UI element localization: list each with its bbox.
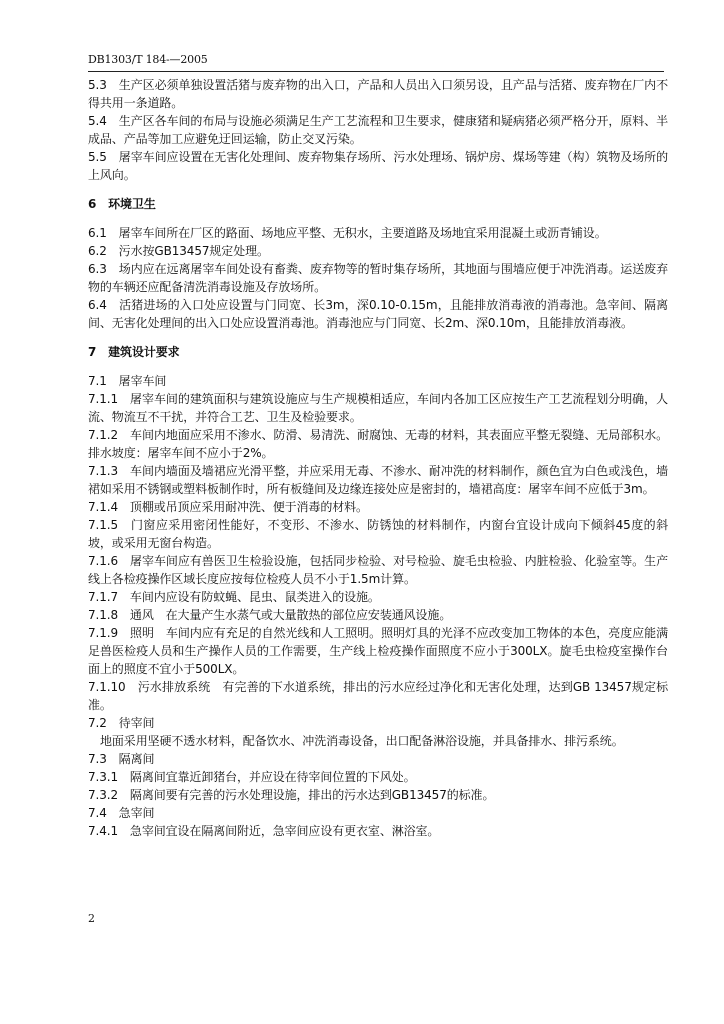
clause-7-1-5: 7.1.5 门窗应采用密闭性能好，不变形、不渗水、防锈蚀的材料制作，内窗台宜设计成向下倾斜45度的斜坡，或采用无窗台构造。 [88,518,668,550]
clause-6-1: 6.1 屠宰车间所在厂区的路面、场地应平整、无积水，主要道路及场地宜采用混凝土或沥青铺设。 [88,226,607,240]
clause-7-3-1: 7.3.1 隔离间宜靠近卸猪台，并应设在待宰间位置的下风处。 [88,770,416,784]
section-heading-6: 6 环境卫生 [88,197,156,211]
clause-7-1-6: 7.1.6 屠宰车间应有兽医卫生检验设施，包括同步检验、对号检验、旋毛虫检验、内脏检验、化验室等。生产线上各检疫操作区域长度应按每位检疫人员不小于1.5m计算。 [88,554,668,586]
document-code-header: DB1303/T 184-—2005 [88,53,208,66]
section-heading-7: 7 建筑设计要求 [88,345,180,359]
clause-7-1-10: 7.1.10 污水排放系统 有完善的下水道系统，排出的污水应经过净化和无害化处理，达到GB 13457规定标准。 [88,680,668,712]
clause-7-1-4: 7.1.4 顶棚或吊顶应采用耐冲洗、便于消毒的材料。 [88,500,368,514]
clause-7-4-1: 7.4.1 急宰间宜设在隔离间附近，急宰间应设有更衣室、淋浴室。 [88,824,440,838]
clause-7-1-1: 7.1.1 屠宰车间的建筑面积与建筑设施应与生产规模相适应，车间内各加工区应按生产工艺流程划分明确，人流、物流互不干扰，并符合工艺、卫生及检验要求。 [88,392,668,424]
clause-7-3-2: 7.3.2 隔离间要有完善的污水处理设施，排出的污水达到GB13457的标准。 [88,788,495,802]
clause-7-1-9: 7.1.9 照明 车间内应有充足的自然光线和人工照明。照明灯具的光泽不应改变加工物体的本色，亮度应能满足兽医检疫人员和生产操作人员的工作需要，生产线上检疫操作面照度不应小于300LX。旋毛虫检疫室操作台面上的照度不宜小于500LX。 [88,626,668,676]
subsection-heading-7-4: 7.4 急宰间 [88,806,155,820]
clause-5-5: 5.5 屠宰车间应设置在无害化处理间、废弃物集存场所、污水处理场、锅炉房、煤场等建（构）筑物及场所的上风向。 [88,150,668,182]
document-body [88,76,668,840]
clause-7-1-2: 7.1.2 车间内地面应采用不渗水、防滑、易清洗、耐腐蚀、无毒的材料，其表面应平整无裂缝、无局部积水。排水坡度：屠宰车间不应小于2%。 [88,428,668,460]
subsection-heading-7-1: 7.1 屠宰车间 [88,374,167,388]
subsection-heading-7-2: 7.2 待宰间 [88,716,155,730]
header-divider [88,71,664,72]
clause-7-2-text: 地面采用坚硬不透水材料，配备饮水、冲洗消毒设备，出口配备淋浴设施，并具备排水、排污系统。 [100,734,624,748]
clause-6-2: 6.2 污水按GB13457规定处理。 [88,244,269,258]
clause-5-4: 5.4 生产区各车间的布局与设施必须满足生产工艺流程和卫生要求，健康猪和疑病猪必须严格分开，原料、半成品、产品等加工应避免迂回运输，防止交叉污染。 [88,114,668,146]
clause-7-1-3: 7.1.3 车间内墙面及墙裙应光滑平整，并应采用无毒、不渗水、耐冲洗的材料制作，颜色宜为白色或浅色，墙裙如采用不锈钢或塑料板制作时，所有板缝间及边缘连接处应是密封的，墙裙高度：屠宰车间不应低于3m。 [88,464,668,496]
clause-5-3: 5.3 生产区必须单独设置活猪与废弃物的出入口，产品和人员出入口须另设，且产品与活猪、废弃物在厂内不得共用一条道路。 [88,78,668,110]
clause-6-3: 6.3 场内应在远离屠宰车间处设有畜粪、废弃物等的暂时集存场所，其地面与围墙应便于冲洗消毒。运送废弃物的车辆还应配备清洗消毒设施及存放场所。 [88,262,668,294]
page-number: 2 [88,912,95,925]
clause-7-1-8: 7.1.8 通风 在大量产生水蒸气或大量散热的部位应安装通风设施。 [88,608,452,622]
clause-6-4: 6.4 活猪进场的入口处应设置与门同宽、长3m，深0.10-0.15m，且能排放消毒液的消毒池。急宰间、隔离间、无害化处理间的出入口处应设置消毒池。消毒池应与门同宽、长2m、深0.10m，且能排放消毒液。 [88,298,668,330]
clause-7-1-7: 7.1.7 车间内应设有防蚊蝇、昆虫、鼠类进入的设施。 [88,590,380,604]
subsection-heading-7-3: 7.3 隔离间 [88,752,155,766]
